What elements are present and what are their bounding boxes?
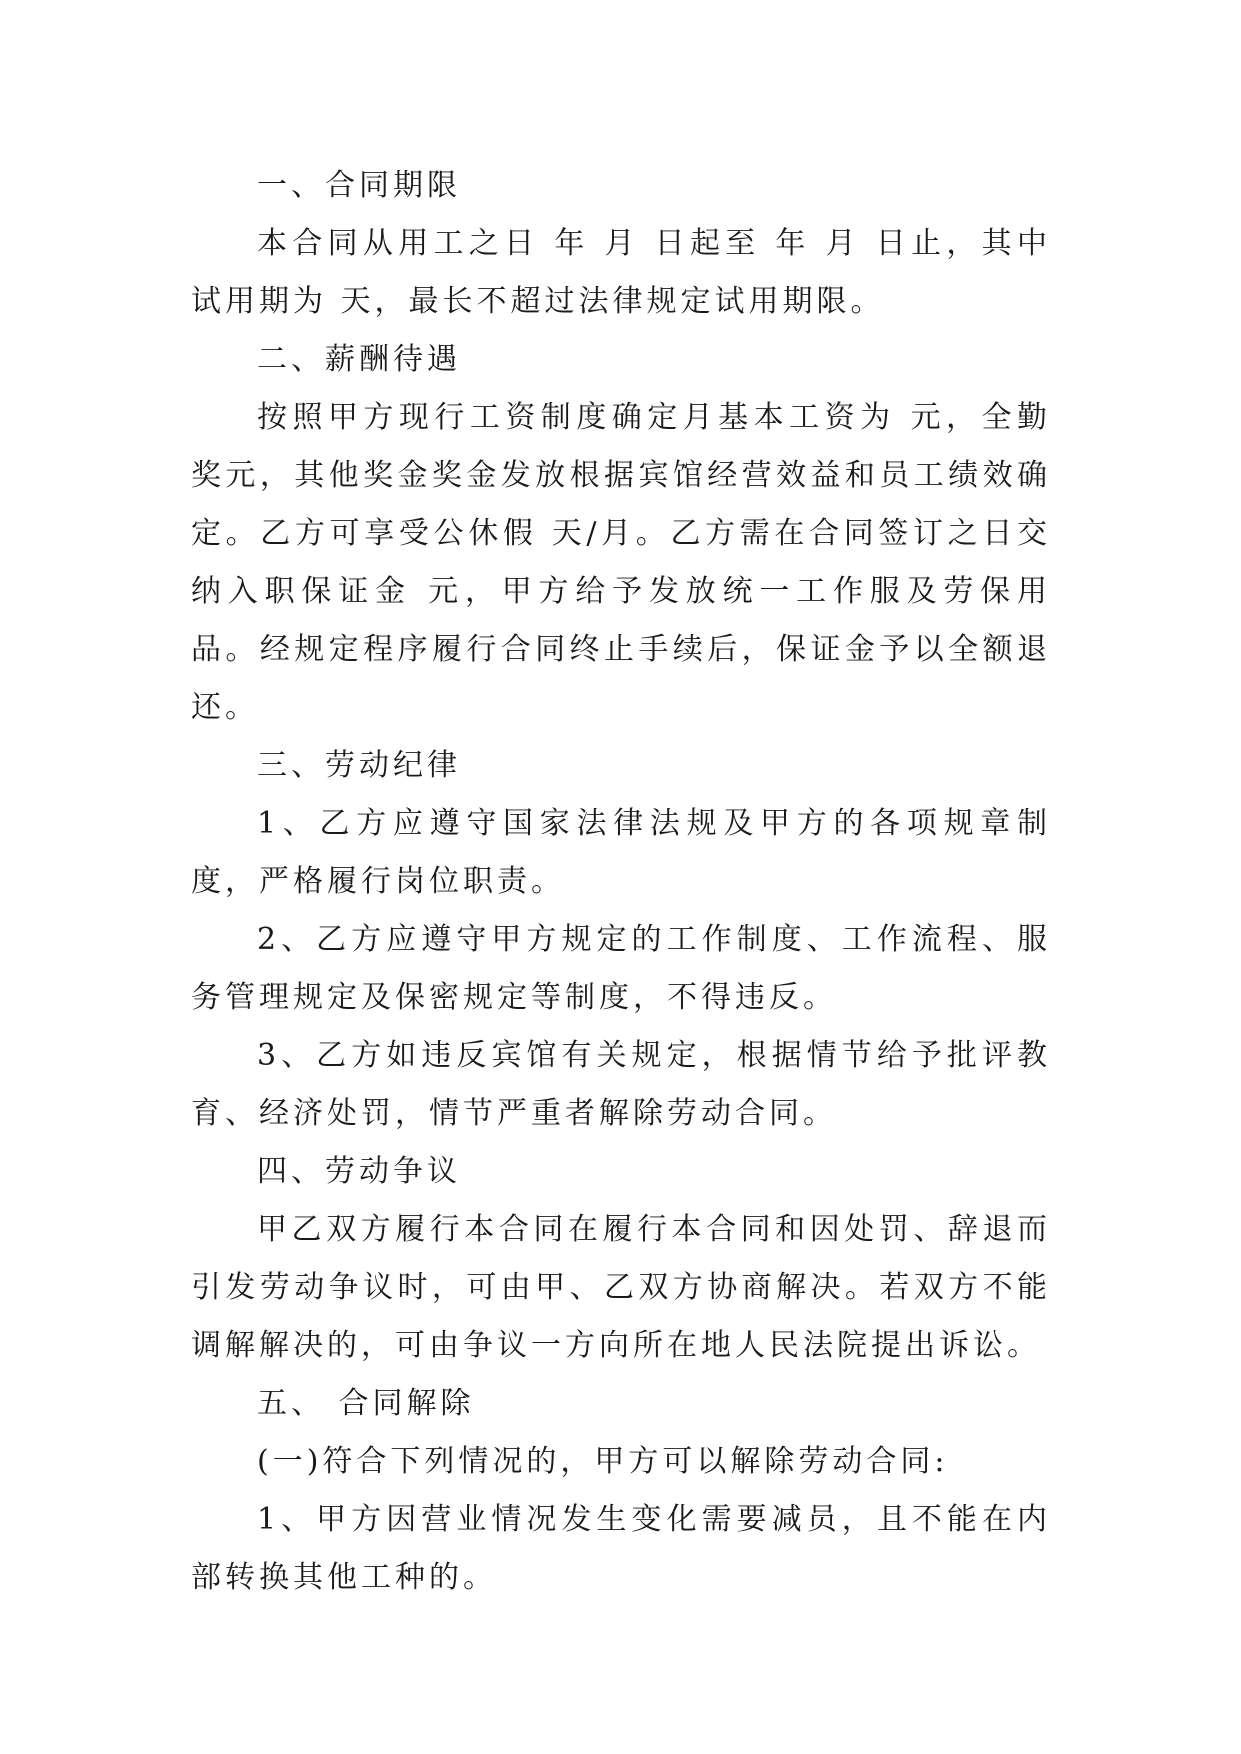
section-heading-dispute: 四、劳动争议 xyxy=(257,1154,461,1189)
paragraph-termination-1: 1、甲方因营业情况发生变化需要减员，且不能在内部转换其他工种的。 xyxy=(191,1502,1051,1595)
paragraph-salary: 按照甲方现行工资制度确定月基本工资为 元，全勤奖元，其他奖金奖金发放根据宾馆经营效益和员工绩效确定。乙方可享受公休假 天/月。乙方需在合同签订之日交纳入职保证金 元，甲方给予发放统一工作服及劳保用品。经规定程序履行合同终止手续后，保证金予以全额退还。 xyxy=(191,400,1051,725)
paragraph-contract-term: 本合同从用工之日 年 月 日起至 年 月 日止，其中试用期为 天，最长不超过法律规定试用期限。 xyxy=(191,226,1051,319)
section-heading-discipline: 三、劳动纪律 xyxy=(257,748,461,783)
section-heading-salary: 二、薪酬待遇 xyxy=(257,342,461,377)
paragraph-discipline-3: 3、乙方如违反宾馆有关规定，根据情节给予批评教育、经济处罚，情节严重者解除劳动合同。 xyxy=(191,1038,1051,1131)
paragraph-termination-conditions: (一)符合下列情况的，甲方可以解除劳动合同: xyxy=(257,1444,949,1479)
paragraph-discipline-1: 1、乙方应遵守国家法律法规及甲方的各项规章制度，严格履行岗位职责。 xyxy=(191,806,1051,899)
section-heading-termination: 五、 合同解除 xyxy=(257,1386,475,1421)
document-body xyxy=(191,157,1051,1607)
paragraph-dispute: 甲乙双方履行本合同在履行本合同和因处罚、辞退而引发劳动争议时，可由甲、乙双方协商解决。若双方不能调解解决的，可由争议一方向所在地人民法院提出诉讼。 xyxy=(191,1212,1051,1363)
section-heading-term: 一、合同期限 xyxy=(257,168,461,203)
paragraph-discipline-2: 2、乙方应遵守甲方规定的工作制度、工作流程、服务管理规定及保密规定等制度，不得违反。 xyxy=(191,922,1051,1015)
